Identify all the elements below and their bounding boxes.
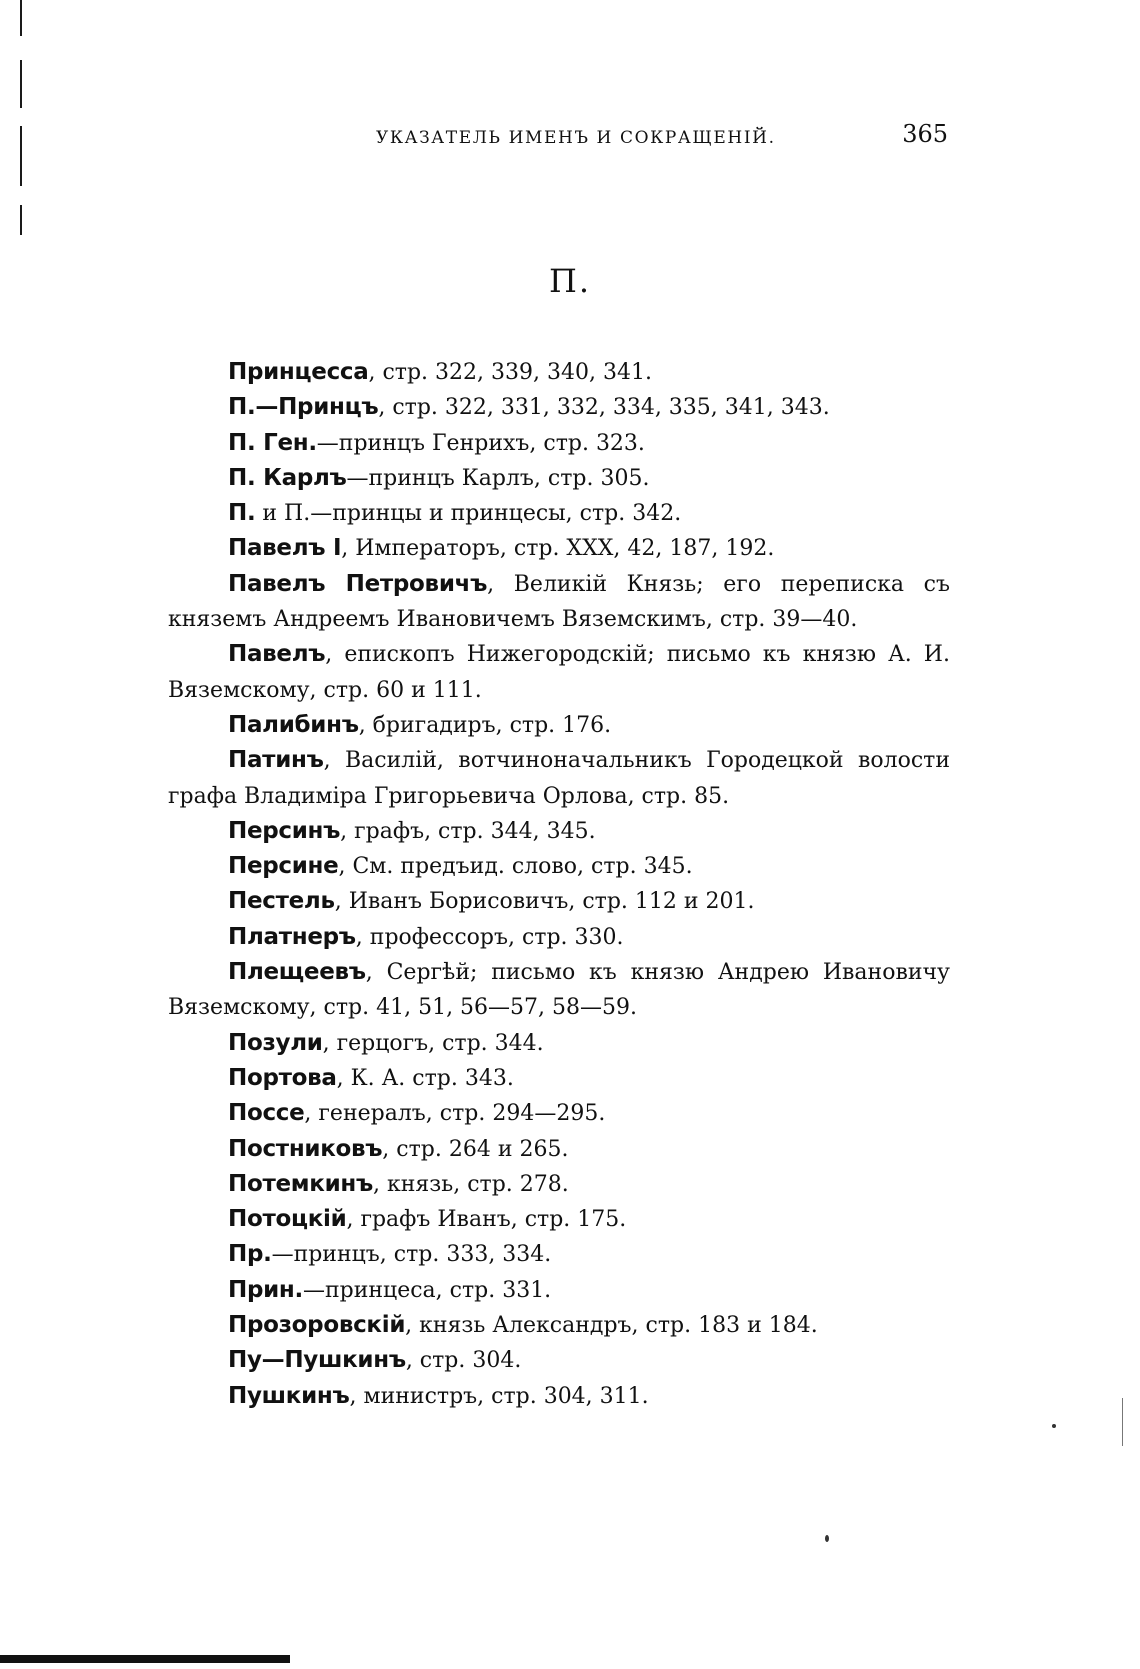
entry-text: —принцъ, стр. 333, 334. bbox=[271, 1242, 552, 1268]
entry-text: , Великій Князь; его переписка съ княземъ Андреемъ Ивановичемъ Вяземскимъ, стр. 39—40. bbox=[168, 571, 950, 633]
entry-head: Позули bbox=[228, 1029, 323, 1056]
entry-head: Пушкинъ bbox=[228, 1382, 350, 1409]
entry-head: Поссе bbox=[228, 1100, 305, 1127]
entry-text: , герцогъ, стр. 344. bbox=[322, 1030, 544, 1056]
entry-text: , Василій, вотчиноначальникъ Городецкой волости графа Владиміра Григорьевича Орлова, стр. 85. bbox=[168, 748, 950, 809]
index-entry bbox=[168, 1273, 950, 1308]
index-entry bbox=[168, 1132, 950, 1167]
index-entry bbox=[168, 884, 950, 919]
entry-text: , Императоръ, стр. XXX, 42, 187, 192. bbox=[341, 536, 775, 562]
entry-head: П. Карлъ bbox=[228, 464, 347, 491]
entry-head: Павелъ bbox=[228, 641, 326, 668]
entry-text: , князь, стр. 278. bbox=[372, 1171, 569, 1197]
index-entry bbox=[168, 461, 950, 496]
running-title: УКАЗАТЕЛЬ ИМЕНЪ И СОКРАЩЕНІЙ. bbox=[376, 128, 776, 148]
section-letter: П. bbox=[548, 262, 592, 300]
index-entry bbox=[168, 1308, 950, 1343]
entry-text: , князь Александръ, стр. 183 и 184. bbox=[405, 1313, 818, 1339]
entry-head: Персинъ bbox=[228, 817, 341, 844]
scan-edge-mark bbox=[20, 60, 22, 108]
index-entry bbox=[168, 814, 950, 849]
bottom-scan-bar bbox=[0, 1655, 290, 1663]
entry-text: , графъ Иванъ, стр. 175. bbox=[346, 1207, 627, 1233]
entry-text: —принцъ Карлъ, стр. 305. bbox=[346, 465, 650, 491]
entry-text: , министръ, стр. 304, 311. bbox=[349, 1383, 649, 1409]
entry-head: Платнеръ bbox=[228, 923, 356, 950]
index-entry bbox=[168, 1379, 950, 1414]
entry-text: , стр. 304. bbox=[405, 1348, 522, 1374]
index-entry bbox=[168, 849, 950, 884]
index-entries bbox=[168, 355, 950, 1414]
entry-text: —принцеса, стр. 331. bbox=[302, 1277, 552, 1303]
index-entry bbox=[168, 355, 950, 390]
entry-head: Постниковъ bbox=[228, 1135, 383, 1162]
entry-head: Патинъ bbox=[228, 747, 324, 774]
entry-head: П. Ген. bbox=[228, 429, 317, 456]
entry-head: Павелъ Петровичъ bbox=[228, 570, 488, 597]
page-header bbox=[170, 118, 948, 158]
index-entry bbox=[168, 637, 950, 708]
entry-text: и П.—принцы и принцесы, стр. 342. bbox=[255, 501, 682, 527]
margin-line bbox=[1122, 1398, 1123, 1446]
scan-edge-mark bbox=[20, 205, 22, 235]
index-entry bbox=[168, 1343, 950, 1378]
entry-text: , стр. 264 и 265. bbox=[382, 1136, 569, 1162]
entry-text: , бригадиръ, стр. 176. bbox=[358, 712, 612, 738]
entry-head: Пр. bbox=[228, 1241, 272, 1268]
index-entry bbox=[168, 1096, 950, 1131]
entry-text: , Иванъ Борисовичъ, стр. 112 и 201. bbox=[334, 889, 755, 915]
entry-text: , епископъ Нижегородскій; письмо къ князю А. И. Вяземскому, стр. 60 и 111. bbox=[168, 642, 950, 703]
index-entry bbox=[168, 426, 950, 461]
index-entry bbox=[168, 1167, 950, 1202]
index-entry bbox=[168, 743, 950, 814]
entry-text: , стр. 322, 339, 340, 341. bbox=[368, 360, 652, 385]
entry-text: , К. А. стр. 343. bbox=[336, 1065, 514, 1091]
entry-head: Принцесса bbox=[228, 359, 369, 385]
entry-text: , графъ, стр. 344, 345. bbox=[340, 818, 596, 844]
speck bbox=[1052, 1424, 1056, 1428]
entry-head: Палибинъ bbox=[228, 711, 359, 738]
entry-head: Пестель bbox=[228, 888, 335, 915]
entry-text: , См. предъид. слово, стр. 345. bbox=[338, 854, 693, 880]
entry-head: Портова bbox=[228, 1064, 337, 1091]
scan-edge-mark bbox=[20, 0, 22, 36]
index-entry bbox=[168, 531, 950, 566]
index-entry bbox=[168, 1202, 950, 1237]
index-entry bbox=[168, 1061, 950, 1096]
entry-head: Потоцкій bbox=[228, 1206, 347, 1233]
index-entry bbox=[168, 1237, 950, 1272]
entry-head: Прозоровскій bbox=[228, 1312, 406, 1339]
index-entry bbox=[168, 496, 950, 531]
page-number: 365 bbox=[902, 120, 948, 148]
index-entry bbox=[168, 390, 950, 425]
index-entry bbox=[168, 955, 950, 1026]
entry-head: Павелъ I bbox=[228, 535, 342, 562]
entry-text: , Сергѣй; письмо къ князю Андрею Ивановичу Вяземскому, стр. 41, 51, 56—57, 58—59. bbox=[168, 960, 950, 1021]
scan-edge-mark bbox=[20, 126, 22, 186]
entry-head: Прин. bbox=[228, 1276, 303, 1303]
index-entry bbox=[168, 567, 950, 638]
entry-head: Персине bbox=[228, 853, 339, 880]
index-entry bbox=[168, 708, 950, 743]
index-entry bbox=[168, 1026, 950, 1061]
entry-head: П. bbox=[228, 500, 256, 527]
entry-text: , профессоръ, стр. 330. bbox=[355, 924, 624, 950]
entry-head: Пу—Пушкинъ bbox=[228, 1347, 406, 1374]
speck bbox=[825, 1535, 829, 1542]
entry-head: Плещеевъ bbox=[228, 959, 366, 986]
entry-head: Потемкинъ bbox=[228, 1170, 373, 1197]
index-entry bbox=[168, 920, 950, 955]
entry-head: П.—Принцъ bbox=[228, 394, 379, 421]
entry-text: , стр. 322, 331, 332, 334, 335, 341, 343. bbox=[378, 395, 830, 421]
entry-text: —принцъ Генрихъ, стр. 323. bbox=[316, 430, 645, 456]
entry-text: , генералъ, стр. 294—295. bbox=[304, 1101, 606, 1127]
